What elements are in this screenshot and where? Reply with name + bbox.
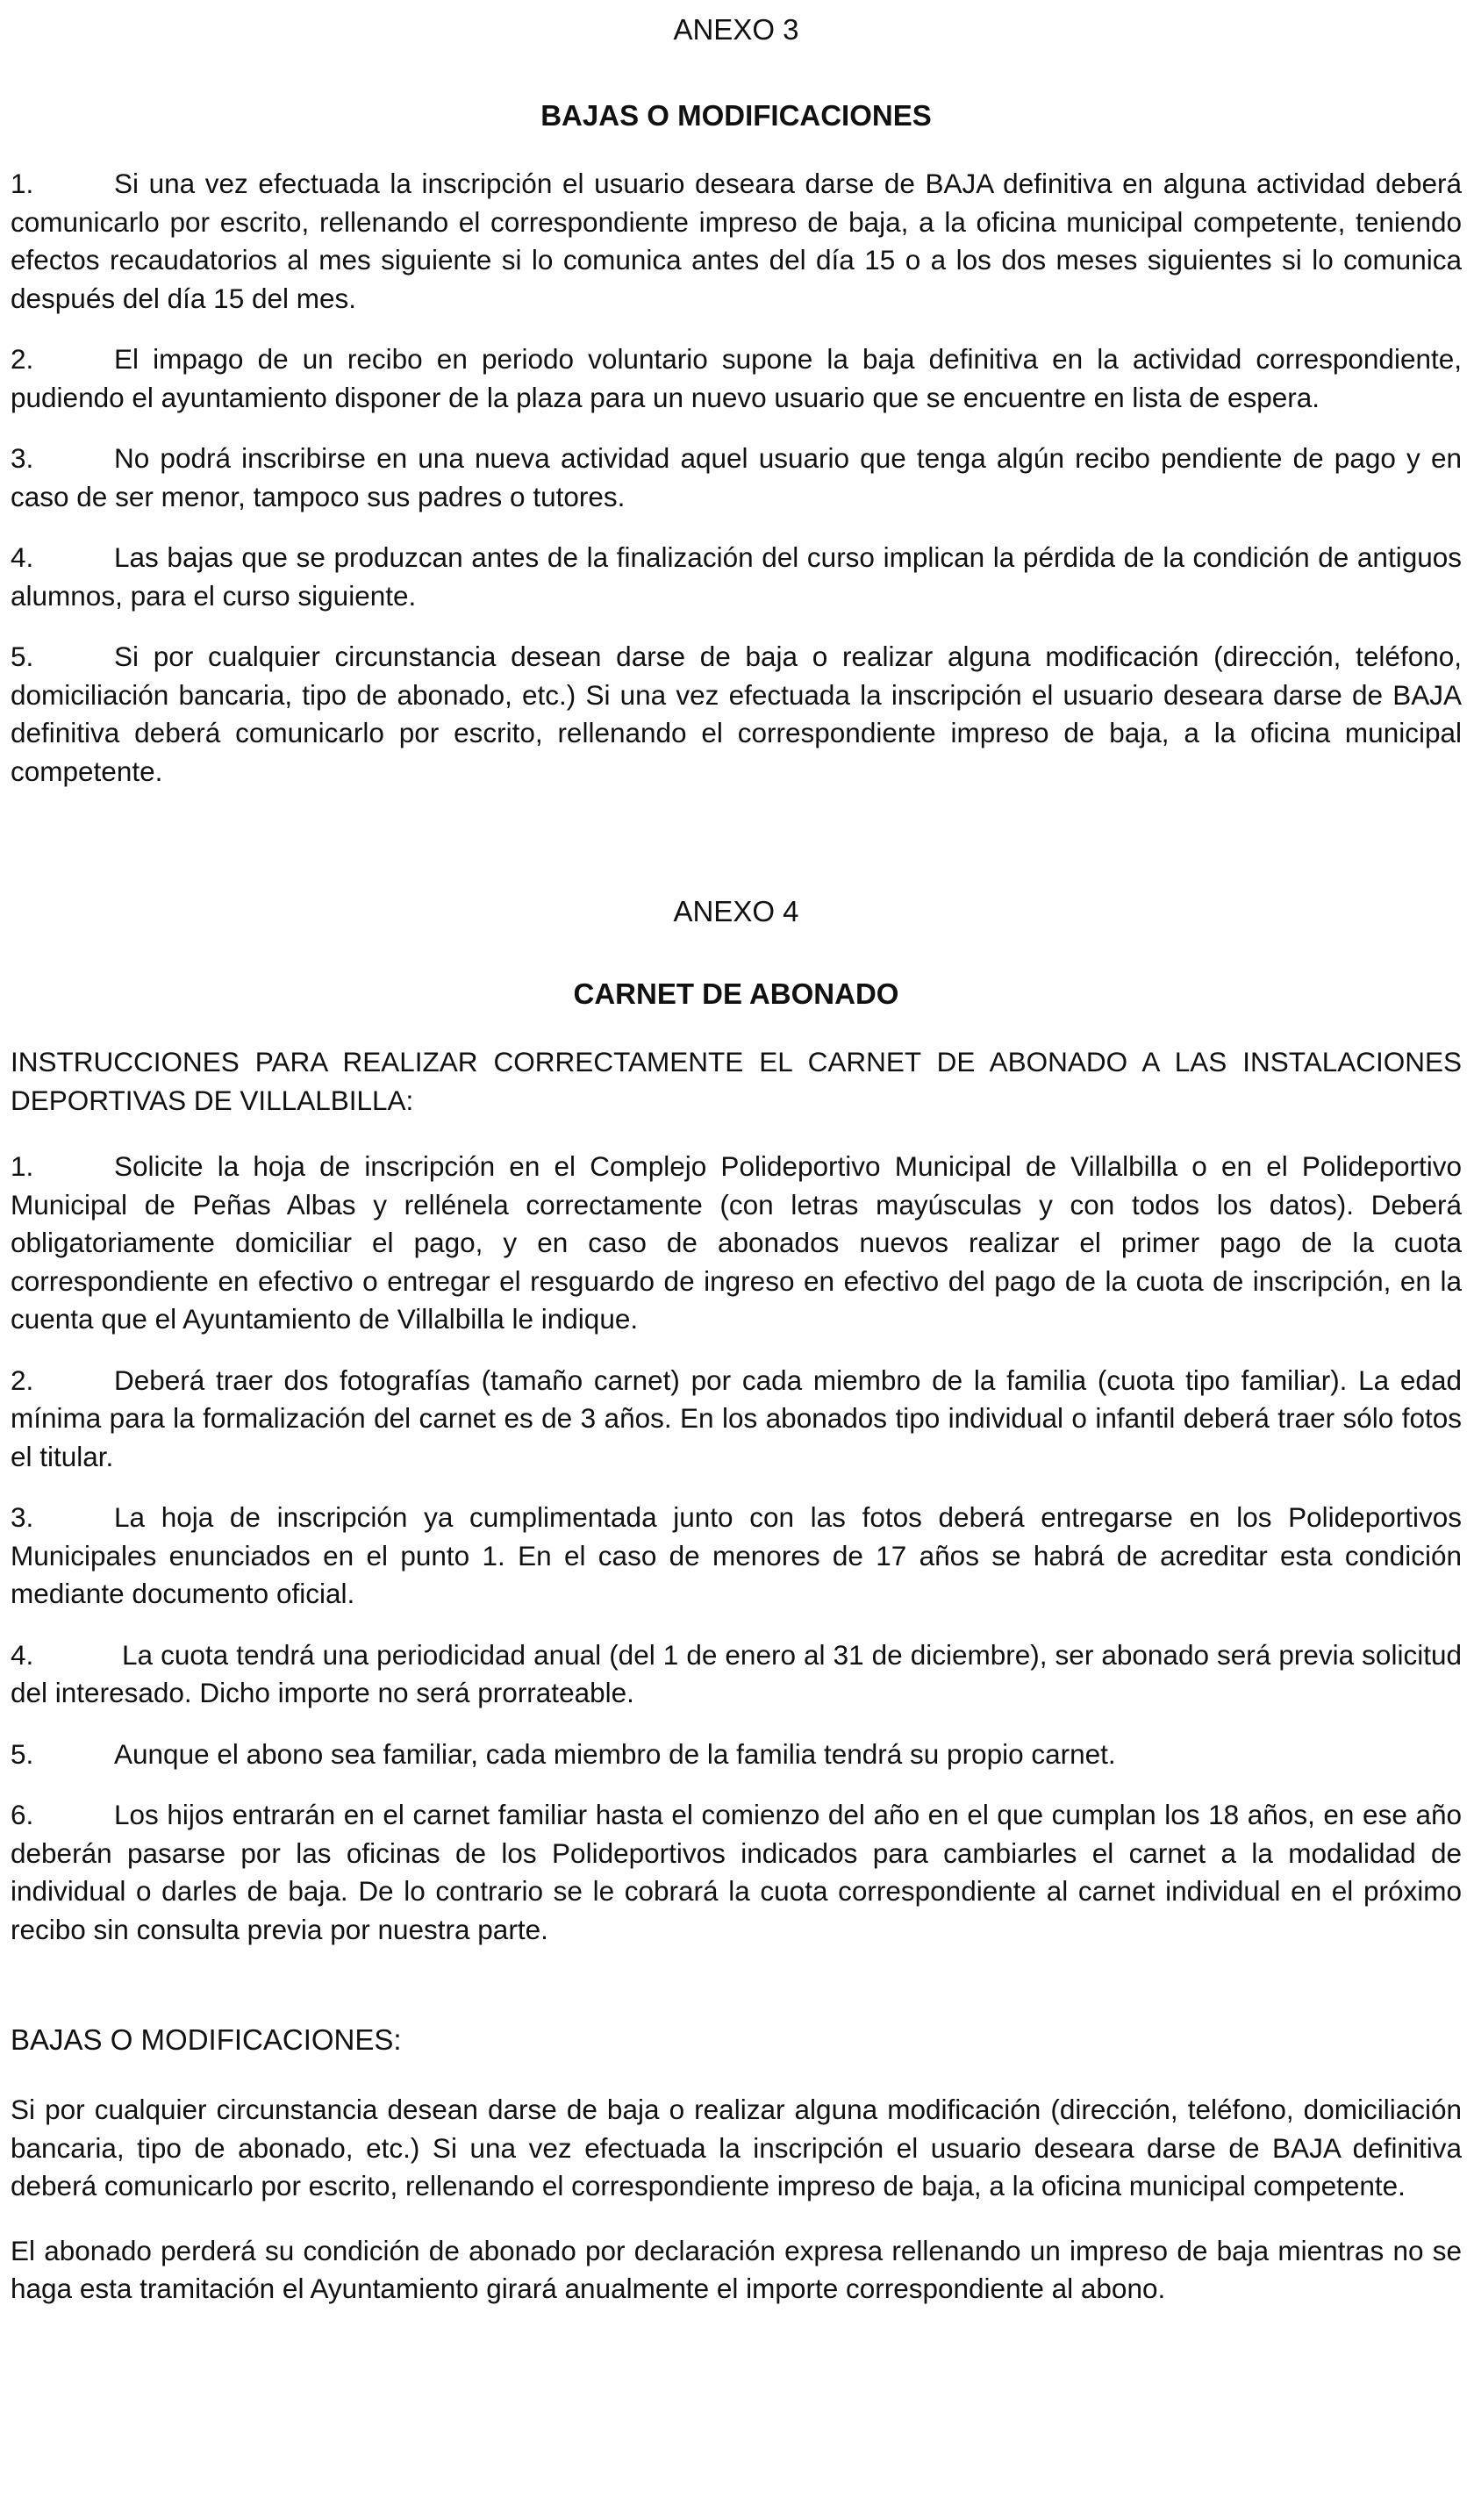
annex-4-item-3 <box>11 1499 1462 1614</box>
item-text: Si por cualquier circunstancia desean darse de baja o realizar alguna modificación (dirección, teléfono, domiciliación bancaria, tipo de abonado, etc.) Si una vez efectuada la inscripción el usuario deseara darse de BAJA definitiva deberá comunicarlo por escrito, rellenando el correspondiente impreso de baja, a la oficina municipal competente. <box>11 641 1462 787</box>
annex-3-item-1 <box>11 165 1462 318</box>
annex-4-item-1 <box>11 1148 1462 1339</box>
annex-4-item-4 <box>11 1636 1470 1713</box>
annex-3-item-2 <box>11 340 1462 417</box>
annex-3-item-5 <box>11 638 1462 791</box>
item-text: Los hijos entrarán en el carnet familiar hasta el comienzo del año en el que cumplan los 18 años, en ese año deberán pasarse por las oficinas de los Polideportivos indicados para cambiarles el carnet a la modalidad de individual o darles de baja. De lo contrario se le cobrará la cuota correspondiente al carnet individual en el próximo recibo sin consulta previa por nuestra parte. <box>11 1799 1462 1945</box>
annex-4-heading: CARNET DE ABONADO <box>573 977 899 1010</box>
item-text: Deberá traer dos fotografías (tamaño carnet) por cada miembro de la familia (cuota tipo familiar). La edad mínima para la formalización del carnet es de 3 años. En los abonados tipo individual o infantil deberá traer sólo fotos el titular. <box>11 1364 1462 1472</box>
item-text: El impago de un recibo en periodo voluntario supone la baja definitiva en la actividad correspondiente, pudiendo el ayuntamiento disponer de la plaza para un nuevo usuario que se encuentre en lista de espera. <box>11 343 1462 413</box>
item-number: 6. <box>11 1799 34 1830</box>
annex-4 <box>11 894 1470 2309</box>
item-number: 4. <box>11 541 34 573</box>
item-number: 3. <box>11 442 34 474</box>
annex-3-item-3 <box>11 440 1462 516</box>
item-number: 2. <box>11 343 34 375</box>
annex-3-title: ANEXO 3 <box>673 13 799 46</box>
item-number: 4. <box>11 1638 34 1671</box>
item-text: Aunque el abono sea familiar, cada miembro de la familia tendrá su propio carnet. <box>114 1737 1116 1770</box>
item-text: La hoja de inscripción ya cumplimentada junto con las fotos deberá entregarse en los Polideportivos Municipales enunciados en el punto 1. En el caso de menores de 17 años se habrá de acreditar esta condición mediante documento oficial. <box>11 1501 1462 1609</box>
item-number: 2. <box>11 1364 34 1396</box>
item-text: La cuota tendrá una periodicidad anual (del 1 de enero al 31 de diciembre), ser abonado será previa solicitud del interesado. Dicho importe no será prorrateable. <box>11 1638 1470 1708</box>
item-number: 1. <box>11 1150 34 1182</box>
bajas-heading: BAJAS O MODIFICACIONES: <box>11 2023 402 2056</box>
annex-4-intro: INSTRUCCIONES PARA REALIZAR CORRECTAMENTE EL CARNET DE ABONADO A LAS INSTALACIONES DEPORTIVAS DE VILLALBILLA: <box>11 1046 1462 1116</box>
item-number: 5. <box>11 1737 34 1770</box>
bajas-paragraph-1: Si por cualquier circunstancia desean darse de baja o realizar alguna modificación (dirección, teléfono, domiciliación bancaria, tipo de abonado, etc.) Si una vez efectuada la inscripción el usuario deseara darse de BAJA definitiva deberá comunicarlo por escrito, rellenando el correspondiente impreso de baja, a la oficina municipal competente. <box>11 2094 1462 2201</box>
annex-4-item-6 <box>11 1796 1462 1949</box>
annex-3-item-4 <box>11 539 1462 615</box>
item-number: 5. <box>11 641 34 672</box>
item-text: Las bajas que se produzcan antes de la finalización del curso implican la pérdida de la condición de antiguos alumnos, para el curso siguiente. <box>11 541 1462 612</box>
item-number: 1. <box>11 168 34 199</box>
annex-4-item-5 <box>11 1736 1462 1774</box>
bajas-paragraph-2: El abonado perderá su condición de abonado por declaración expresa rellenando un impreso de baja mientras no se haga esta tramitación el Ayuntamiento girará anualmente el importe correspondiente al abono. <box>11 2234 1462 2304</box>
item-text: Si una vez efectuada la inscripción el usuario deseara darse de BAJA definitiva en alguna actividad deberá comunicarlo por escrito, rellenando el correspondiente impreso de baja, a la oficina municipal competente, teniendo efectos recaudatorios al mes siguiente si lo comunica antes del día 15 o a los dos meses siguientes si lo comunica después del día 15 del mes. <box>11 168 1462 314</box>
document-page <box>11 0 1470 2309</box>
annex-3 <box>11 12 1462 791</box>
item-text: No podrá inscribirse en una nueva actividad aquel usuario que tenga algún recibo pendiente de pago y en caso de ser menor, tampoco sus padres o tutores. <box>11 442 1462 512</box>
item-number: 3. <box>11 1501 34 1533</box>
annex-4-title: ANEXO 4 <box>673 895 799 927</box>
item-text: Solicite la hoja de inscripción en el Complejo Polideportivo Municipal de Villalbilla o en el Polideportivo Municipal de Peñas Albas y rellénela correctamente (con letras mayúsculas y con todos los datos). Deberá obligatoriamente domiciliar el pago, y en caso de abonados nuevos realizar el primer pago de la cuota correspondiente en efectivo o entregar el resguardo de ingreso en efectivo del pago de la cuota de inscripción, en la cuenta que el Ayuntamiento de Villalbilla le indique. <box>11 1150 1462 1335</box>
annex-3-heading: BAJAS O MODIFICACIONES <box>540 99 932 132</box>
annex-4-item-2 <box>11 1362 1462 1477</box>
